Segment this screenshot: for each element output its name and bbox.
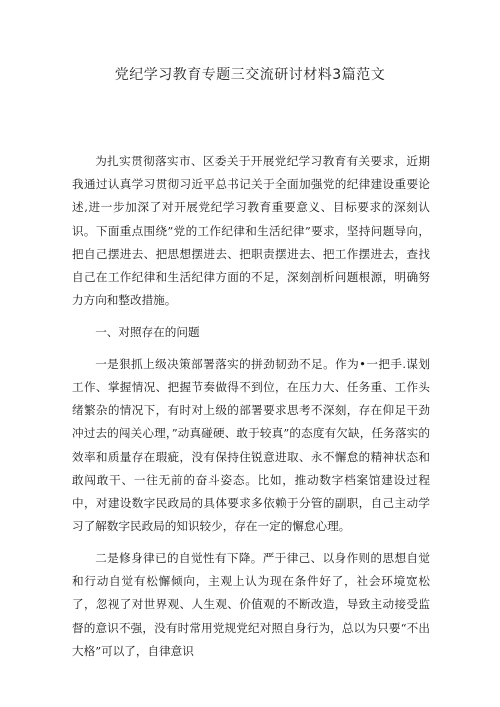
paragraph-problem-two: 二是修身律已的自觉性有下降。严于律己、以身作则的思想自觉和行动自觉有松懈倾向，主观上认为现在条件好了，社会环境宽松了，忽视了对世界观、人生观、价值观的不断改造，导致主动接受监督的意识不强，没有时常用党规党纪对照自身行为，总以为只要“不出大格”可以了，自律意识	[72, 551, 430, 658]
document-title: 党纪学习教育专题三交流研讨材料3篇范文	[114, 67, 386, 83]
document-body	[72, 150, 430, 672]
paragraph-problem-one: 一是狠抓上级决策部署落实的拼劲韧劲不足。作为•一把手.谋划工作、掌握情况、把握节奏做得不到位，在压力大、任务重、工作头绪繁杂的情况下，有时对上级的部署要求思考不深刻，存在仰足干劲冲过去的闯关心理，”动真碰硬、敢于较真”的态度有欠缺，任务落实的效率和质量存在瑕疵，没有保持住锐意进取、永不懈怠的精神状态和敢闯敢干、一往无前的奋斗姿态。比如，推动数字档案馆建设过程中，对建设数字民政局的具体要求多依赖于分管的副职，自己主动学习了解数字民政局的知识较少，存在一定的懈怠心理。	[72, 356, 430, 534]
section-heading: 一、对照存在的问题	[95, 325, 200, 340]
paragraph-intro: 为扎实贯彻落实市、区委关于开展党纪学习教育有关要求，近期我通过认真学习贯彻习近平总书记关于全面加强党的纪律建设重要论述,进一步加深了对开展党纪学习教育重要意义、目标要求的深刻认识。下面重点围绕”党的工作纪律和生活纪律”要求，坚持问题导向，把自己摆进去、把思想摆进去、把职责摆进去、把工作摆进去，查找自己在工作纪律和生活纪律方面的不足，深刻剖析问题根源，明确努力方向和整改措施。	[72, 154, 430, 308]
